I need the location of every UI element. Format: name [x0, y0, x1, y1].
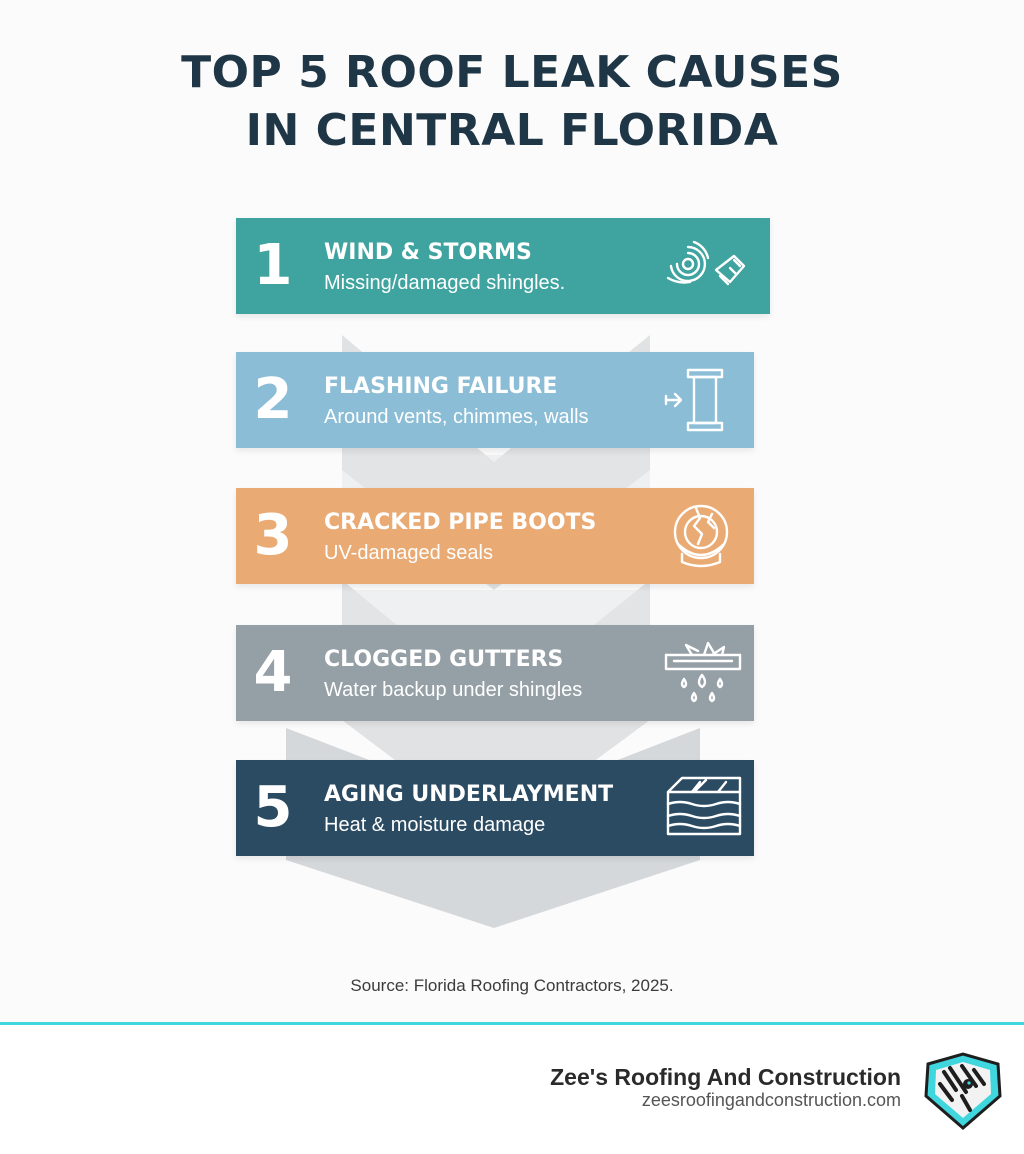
- title-line-2: IN CENTRAL FLORIDA: [245, 105, 779, 156]
- cause-card-1: [236, 218, 770, 314]
- cause-card-3: [236, 488, 754, 584]
- cause-subtitle: Heat & moisture damage: [324, 814, 546, 836]
- cause-card-2: [236, 352, 754, 448]
- cause-subtitle: Water backup under shingles: [324, 679, 583, 701]
- clogged-gutter-icon: [656, 641, 746, 705]
- cause-heading: CRACKED PIPE BOOTS: [324, 510, 597, 535]
- storm-shingle-icon: [664, 234, 754, 298]
- cause-number: 1: [253, 233, 293, 298]
- cause-heading: FLASHING FAILURE: [324, 374, 558, 399]
- cause-number: 4: [253, 640, 293, 705]
- cause-heading: AGING UNDERLAYMENT: [324, 782, 614, 807]
- cause-subtitle: Missing/damaged shingles.: [324, 272, 566, 294]
- zebra-logo-icon: [918, 1050, 1008, 1132]
- damaged-underlayment-icon: [656, 776, 746, 840]
- cause-card-5: [236, 760, 754, 856]
- cause-heading: WIND & STORMS: [324, 240, 532, 265]
- cause-heading: CLOGGED GUTTERS: [324, 647, 564, 672]
- cracked-pipe-boot-icon: [656, 504, 746, 568]
- title-line-1: TOP 5 ROOF LEAK CAUSES: [181, 47, 843, 98]
- company-website[interactable]: zeesroofingandconstruction.com: [641, 1090, 901, 1110]
- cause-subtitle: UV-damaged seals: [324, 542, 493, 564]
- company-name: Zee's Roofing And Construction: [550, 1064, 901, 1090]
- source-citation: Source: Florida Roofing Contractors, 2025.: [350, 976, 674, 995]
- cause-subtitle: Around vents, chimmes, walls: [324, 406, 589, 428]
- flashing-vent-icon: [656, 368, 746, 432]
- cause-number: 2: [253, 367, 293, 432]
- cause-number: 5: [253, 775, 293, 840]
- cause-card-4: [236, 625, 754, 721]
- cause-number: 3: [253, 503, 293, 568]
